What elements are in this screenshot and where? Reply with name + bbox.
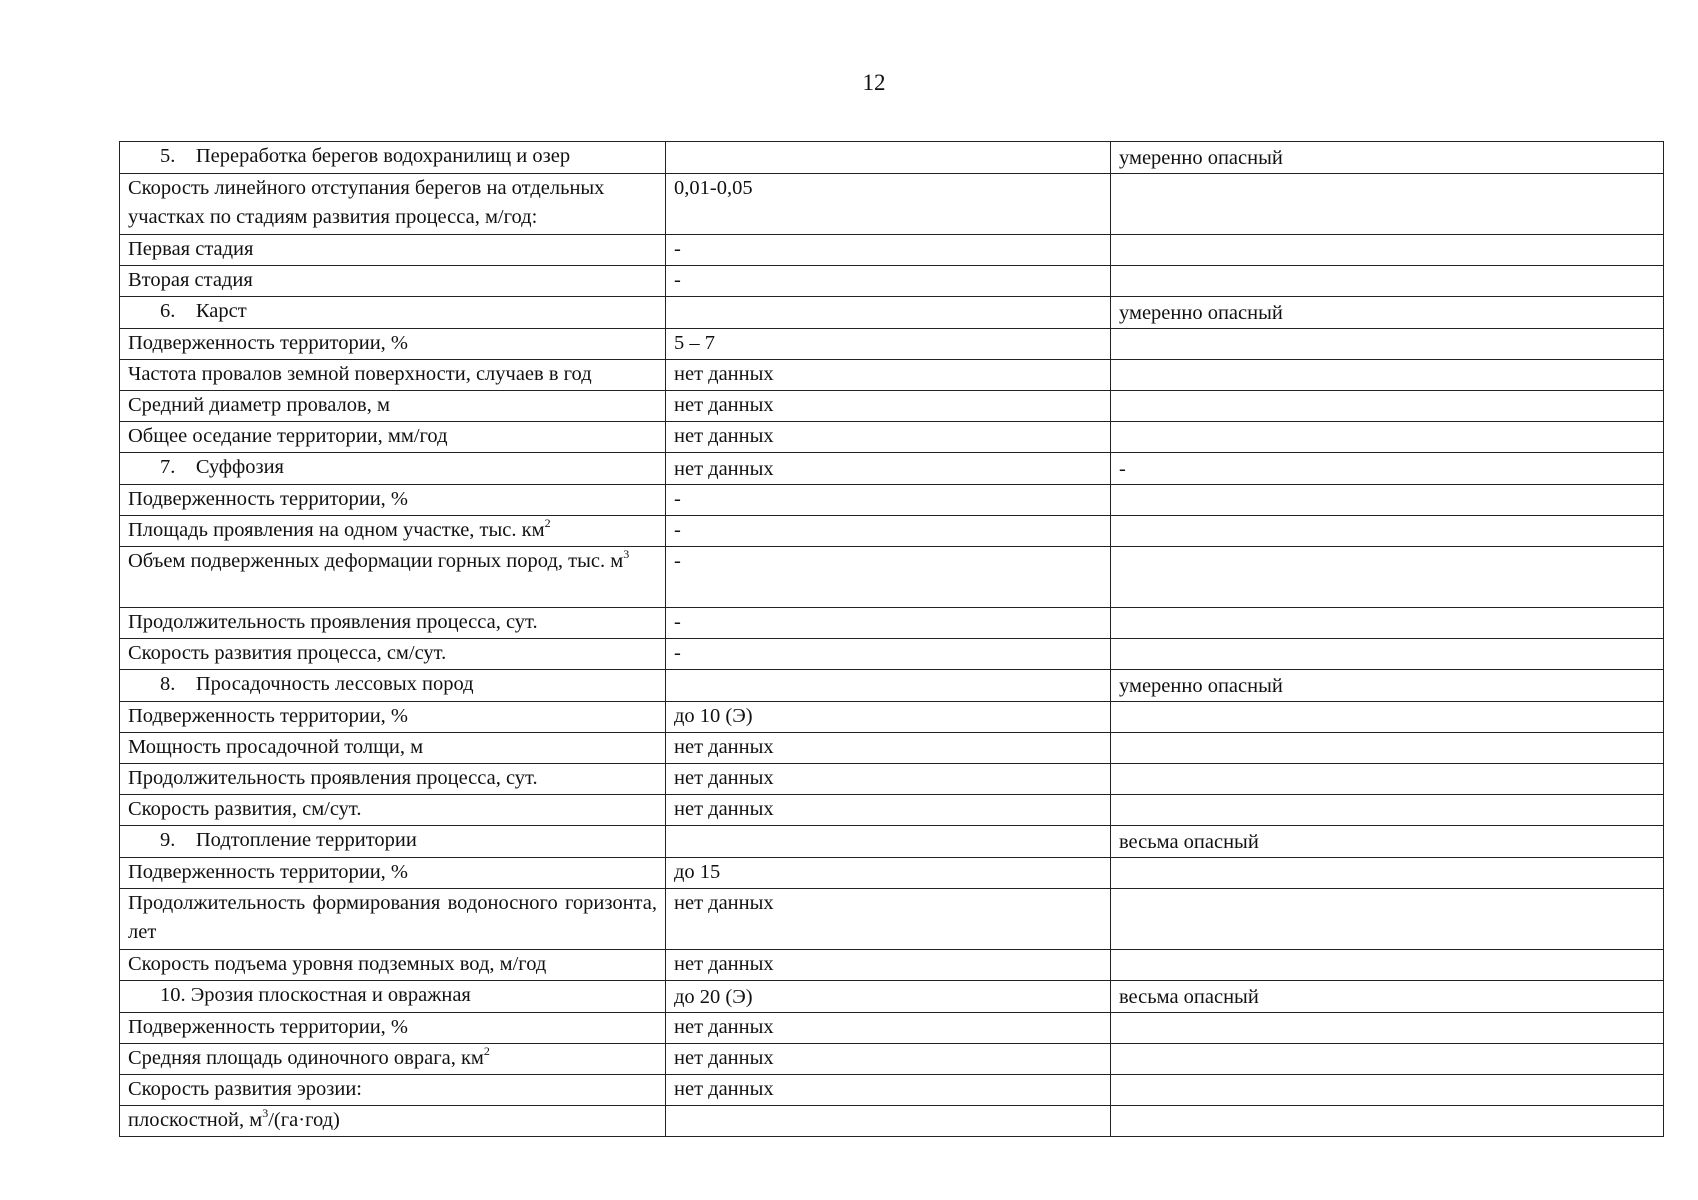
parameter-cell [120, 889, 666, 950]
table-row [120, 764, 1664, 795]
value-cell: нет данных [666, 889, 1111, 950]
hazard-category-cell [1111, 889, 1664, 950]
value-cell [666, 670, 1111, 702]
parameter-cell [120, 733, 666, 764]
parameter-cell [120, 297, 666, 329]
section-header-row [120, 142, 1664, 174]
table-row [120, 485, 1664, 516]
parameter-cell [120, 547, 666, 608]
table-row [120, 360, 1664, 391]
hazard-category-cell [1111, 422, 1664, 453]
hazard-category-cell [1111, 702, 1664, 733]
parameter-text: Площадь проявления на одном участке, тыс. км [128, 519, 545, 541]
hazard-category-cell [1111, 235, 1664, 266]
parameter-cell [120, 422, 666, 453]
value-cell: нет данных [666, 1044, 1111, 1075]
value-cell: - [666, 266, 1111, 297]
value-cell [666, 142, 1111, 174]
parameter-cell [120, 360, 666, 391]
hazard-category-cell [1111, 608, 1664, 639]
value-cell: нет данных [666, 453, 1111, 485]
value-cell: - [666, 608, 1111, 639]
parameter-text: Продолжительность проявления процесса, сут. [128, 767, 538, 789]
hazard-category-cell [1111, 858, 1664, 889]
parameter-cell [120, 826, 666, 858]
table-row [120, 547, 1664, 608]
value-cell: до 10 (Э) [666, 702, 1111, 733]
parameter-cell [120, 608, 666, 639]
value-cell: до 15 [666, 858, 1111, 889]
hazard-category-cell [1111, 1013, 1664, 1044]
parameter-text: Скорость подъема уровня подземных вод, м/год [128, 953, 547, 975]
parameter-cell [120, 1106, 666, 1137]
parameter-cell [120, 639, 666, 670]
table-row [120, 516, 1664, 547]
parameter-text-tail: /(га·год) [268, 1109, 340, 1131]
hazard-category-cell: умеренно опасный [1111, 670, 1664, 702]
table-row [120, 733, 1664, 764]
table-row [120, 702, 1664, 733]
table-row [120, 329, 1664, 360]
table-row [120, 422, 1664, 453]
hazard-category-cell [1111, 516, 1664, 547]
hazard-category-cell [1111, 547, 1664, 608]
hazard-category-cell [1111, 733, 1664, 764]
parameter-text: Скорость линейного отступания берегов на отдельных участках по стадиям развития процесса, м/год: [128, 177, 605, 228]
hazard-category-cell [1111, 1106, 1664, 1137]
value-cell: нет данных [666, 360, 1111, 391]
table-row [120, 858, 1664, 889]
hazard-category-cell [1111, 639, 1664, 670]
value-cell [666, 1106, 1111, 1137]
table-row [120, 266, 1664, 297]
value-cell [666, 297, 1111, 329]
hazard-category-cell [1111, 1044, 1664, 1075]
value-cell: нет данных [666, 733, 1111, 764]
value-cell: - [666, 516, 1111, 547]
section-header-row [120, 670, 1664, 702]
parameter-cell [120, 795, 666, 826]
table-row [120, 1044, 1664, 1075]
parameter-text: Скорость развития, см/сут. [128, 798, 362, 820]
parameter-text: Средняя площадь одиночного оврага, км [128, 1047, 484, 1069]
parameter-cell [120, 485, 666, 516]
table-row [120, 639, 1664, 670]
parameter-text: Продолжительность проявления процесса, сут. [128, 611, 538, 633]
value-cell: нет данных [666, 795, 1111, 826]
hazard-category-cell [1111, 1075, 1664, 1106]
superscript: 3 [623, 547, 630, 561]
parameter-cell [120, 1044, 666, 1075]
parameter-text: Подверженность территории, % [128, 488, 409, 510]
parameter-cell [120, 1075, 666, 1106]
parameter-cell [120, 391, 666, 422]
parameter-text: 10. Эрозия плоскостная и овражная [160, 984, 471, 1006]
hazard-category-cell [1111, 266, 1664, 297]
hazard-category-cell: умеренно опасный [1111, 297, 1664, 329]
parameter-text: 7. Суффозия [160, 456, 284, 478]
parameter-cell [120, 858, 666, 889]
parameter-cell [120, 764, 666, 795]
parameter-text: 8. Просадочность лессовых пород [160, 673, 474, 695]
section-header-row [120, 826, 1664, 858]
value-cell: - [666, 639, 1111, 670]
hazard-table [119, 141, 1664, 1137]
parameter-cell [120, 1013, 666, 1044]
hazard-category-cell: - [1111, 453, 1664, 485]
value-cell: нет данных [666, 422, 1111, 453]
parameter-cell [120, 670, 666, 702]
value-cell: нет данных [666, 764, 1111, 795]
parameter-text: Подверженность территории, % [128, 1016, 409, 1038]
parameter-text: плоскостной, м [128, 1109, 263, 1131]
parameter-text: Подверженность территории, % [128, 861, 409, 883]
parameter-text: Подверженность территории, % [128, 705, 409, 727]
table-row [120, 1013, 1664, 1044]
parameter-text: Подверженность территории, % [128, 332, 409, 354]
parameter-text: Скорость развития процесса, см/сут. [128, 642, 447, 664]
parameter-text: Частота провалов земной поверхности, случаев в год [128, 363, 592, 385]
table-row [120, 174, 1664, 235]
parameter-text: Продолжительность формирования водоносного горизонта, лет [128, 892, 657, 943]
parameter-cell [120, 266, 666, 297]
table-row [120, 950, 1664, 981]
parameter-text: Скорость развития эрозии: [128, 1078, 362, 1100]
hazard-category-cell [1111, 764, 1664, 795]
value-cell: - [666, 235, 1111, 266]
value-cell: нет данных [666, 950, 1111, 981]
table-row [120, 608, 1664, 639]
table-row [120, 1106, 1664, 1137]
parameter-cell [120, 329, 666, 360]
table-row [120, 235, 1664, 266]
hazard-category-cell: весьма опасный [1111, 981, 1664, 1013]
parameter-cell [120, 516, 666, 547]
parameter-cell [120, 981, 666, 1013]
parameter-text: Общее оседание территории, мм/год [128, 425, 448, 447]
parameter-cell [120, 453, 666, 485]
value-cell: - [666, 547, 1111, 608]
parameter-text: Средний диаметр провалов, м [128, 394, 390, 416]
superscript: 2 [544, 516, 551, 530]
parameter-cell [120, 174, 666, 235]
table-row [120, 1075, 1664, 1106]
parameter-cell [120, 142, 666, 174]
table-body [120, 142, 1664, 1137]
hazard-category-cell [1111, 329, 1664, 360]
parameter-cell [120, 702, 666, 733]
table-row [120, 795, 1664, 826]
parameter-text: 6. Карст [160, 300, 247, 322]
value-cell: нет данных [666, 1075, 1111, 1106]
hazard-category-cell [1111, 950, 1664, 981]
superscript: 2 [483, 1044, 490, 1058]
value-cell: 5 – 7 [666, 329, 1111, 360]
parameter-text: 9. Подтопление территории [160, 829, 417, 851]
hazard-category-cell [1111, 391, 1664, 422]
value-cell: 0,01-0,05 [666, 174, 1111, 235]
page-number: 12 [862, 70, 886, 95]
table-row [120, 391, 1664, 422]
parameter-text: Объем подверженных деформации горных пород, тыс. м [128, 550, 624, 572]
parameter-text: Мощность просадочной толщи, м [128, 736, 424, 758]
hazard-category-cell: умеренно опасный [1111, 142, 1664, 174]
value-cell: до 20 (Э) [666, 981, 1111, 1013]
parameter-text: Вторая стадия [128, 269, 253, 291]
hazard-category-cell [1111, 485, 1664, 516]
parameter-text: Первая стадия [128, 238, 254, 260]
hazard-category-cell [1111, 174, 1664, 235]
hazard-category-cell [1111, 360, 1664, 391]
value-cell [666, 826, 1111, 858]
parameter-cell [120, 950, 666, 981]
table-row [120, 889, 1664, 950]
section-header-row [120, 453, 1664, 485]
section-header-row [120, 981, 1664, 1013]
value-cell: нет данных [666, 391, 1111, 422]
parameter-cell [120, 235, 666, 266]
hazard-category-cell: весьма опасный [1111, 826, 1664, 858]
value-cell: - [666, 485, 1111, 516]
parameter-text: 5. Переработка берегов водохранилищ и озер [160, 145, 571, 167]
superscript: 3 [262, 1106, 269, 1120]
value-cell: нет данных [666, 1013, 1111, 1044]
section-header-row [120, 297, 1664, 329]
hazard-category-cell [1111, 795, 1664, 826]
